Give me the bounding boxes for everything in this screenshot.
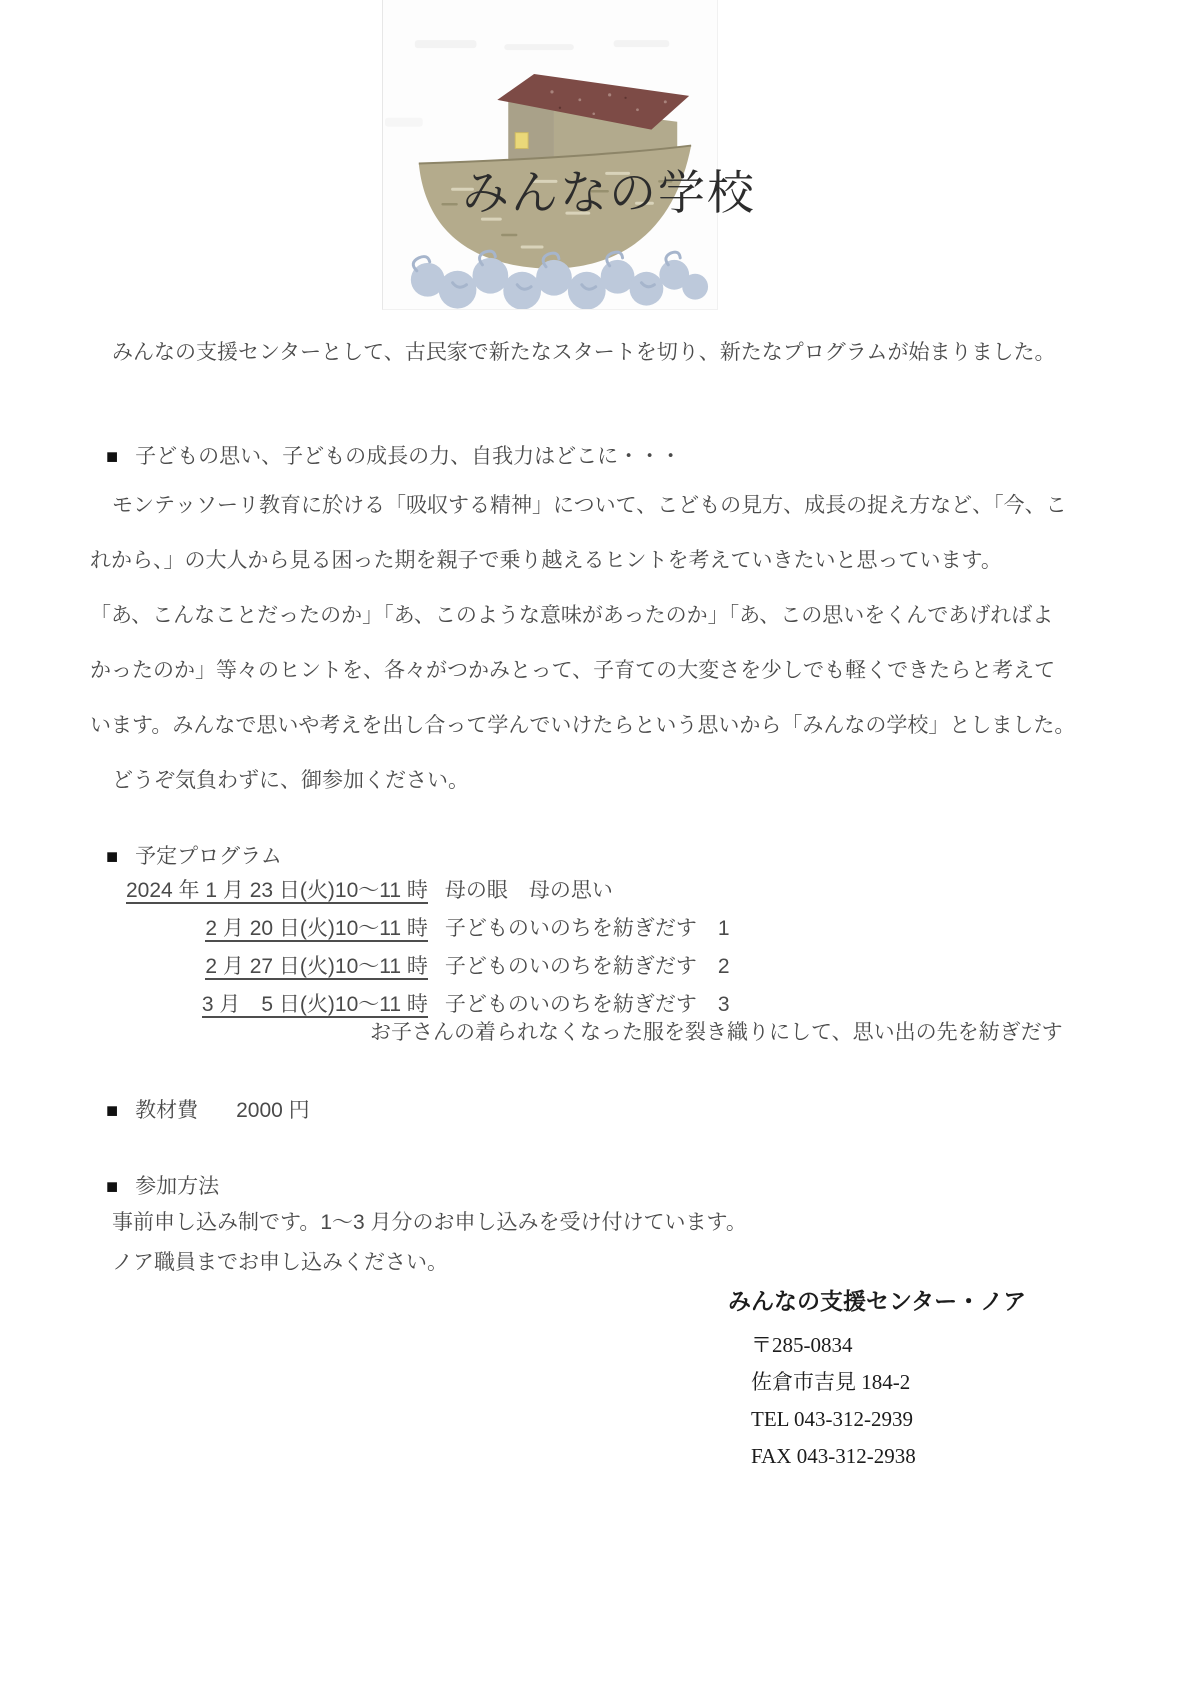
contact-address: 佐倉市吉見 184-2 xyxy=(751,1370,911,1394)
contact-fax: FAX 043-312-2938 xyxy=(751,1444,916,1468)
square-bullet-icon: ■ xyxy=(106,446,119,468)
waves xyxy=(411,251,708,309)
intro-paragraph: みんなの支援センターとして、古民家で新たなスタートを切り、新たなプログラムが始まりました。 xyxy=(112,341,1056,364)
contact-name: みんなの支援センター・ノア xyxy=(728,1289,1027,1314)
fee-value: 2000 円 xyxy=(236,1099,310,1122)
square-bullet-icon: ■ xyxy=(106,846,119,868)
apply-line: ノア職員までお申し込みください。 xyxy=(112,1251,448,1274)
section-heading-label: 子どもの思い、子どもの成長の力、自我力はどこに・・・ xyxy=(135,445,682,468)
body-line: かったのか」等々のヒントを、各々がつかみとって、子育ての大変さを少しでも軽くできたらと考えて xyxy=(90,659,1056,682)
body-line: れから、」の大人から見る困った期を親子で乗り越えるヒントを考えていきたいと思っています。 xyxy=(90,549,1002,572)
section-heading-apply xyxy=(106,1170,219,1200)
program-note: お子さんの着られなくなった服を裂き織りにして、思い出の先を紡ぎだす xyxy=(370,1021,1063,1044)
program-title: 子どものいのちを紡ぎだす 3 xyxy=(444,993,730,1016)
section-heading-program xyxy=(106,840,282,870)
page-title: みんなの学校 xyxy=(462,166,756,219)
program-row xyxy=(126,948,730,986)
program-title: 子どものいのちを紡ぎだす 2 xyxy=(444,955,730,978)
body-line: どうぞ気負わずに、御参加ください。 xyxy=(112,769,469,792)
program-title: 母の眼 母の思い xyxy=(444,879,613,902)
header-artwork xyxy=(382,0,718,310)
noahs-ark-illustration xyxy=(383,0,717,309)
contact-block xyxy=(751,1327,916,1475)
program-date: 2 月 27 日(火)10〜11 時 xyxy=(205,955,428,978)
program-date: 2 月 20 日(火)10〜11 時 xyxy=(205,917,428,940)
square-bullet-icon: ■ xyxy=(106,1100,119,1122)
section-heading-thoughts xyxy=(106,440,681,470)
section-heading-label: 参加方法 xyxy=(135,1175,220,1198)
program-title: 子どものいのちを紡ぎだす 1 xyxy=(444,917,730,940)
thoughts-body xyxy=(90,478,1114,808)
fee-section xyxy=(106,1094,310,1124)
apply-line: 事前申し込み制です。1〜3 月分のお申し込みを受け付けています。 xyxy=(112,1211,747,1234)
body-line: モンテッソーリ教育に於ける「吸収する精神」について、こどもの見方、成長の捉え方など、「今、こ xyxy=(112,494,1067,517)
fee-label: 教材費 xyxy=(135,1099,199,1122)
program-row xyxy=(126,872,730,910)
contact-postal-code: 〒285-0834 xyxy=(751,1333,853,1357)
square-bullet-icon: ■ xyxy=(106,1176,119,1198)
section-heading-label: 予定プログラム xyxy=(135,845,282,868)
body-line: います。みんなで思いや考えを出し合って学んでいけたらという思いから「みんなの学校」としました。 xyxy=(90,714,1076,737)
house-window xyxy=(515,133,528,149)
program-date: 2024 年 1 月 23 日(火)10〜11 時 xyxy=(126,879,428,902)
body-line: 「あ、こんなことだったのか」「あ、このような意味があったのか」「あ、この思いをくんであげればよ xyxy=(90,604,1054,627)
program-row xyxy=(126,910,730,948)
contact-tel: TEL 043-312-2939 xyxy=(751,1407,913,1431)
program-schedule xyxy=(126,872,730,1024)
program-date: 3 月 5 日(火)10〜11 時 xyxy=(201,993,428,1016)
apply-instructions xyxy=(90,1203,747,1283)
